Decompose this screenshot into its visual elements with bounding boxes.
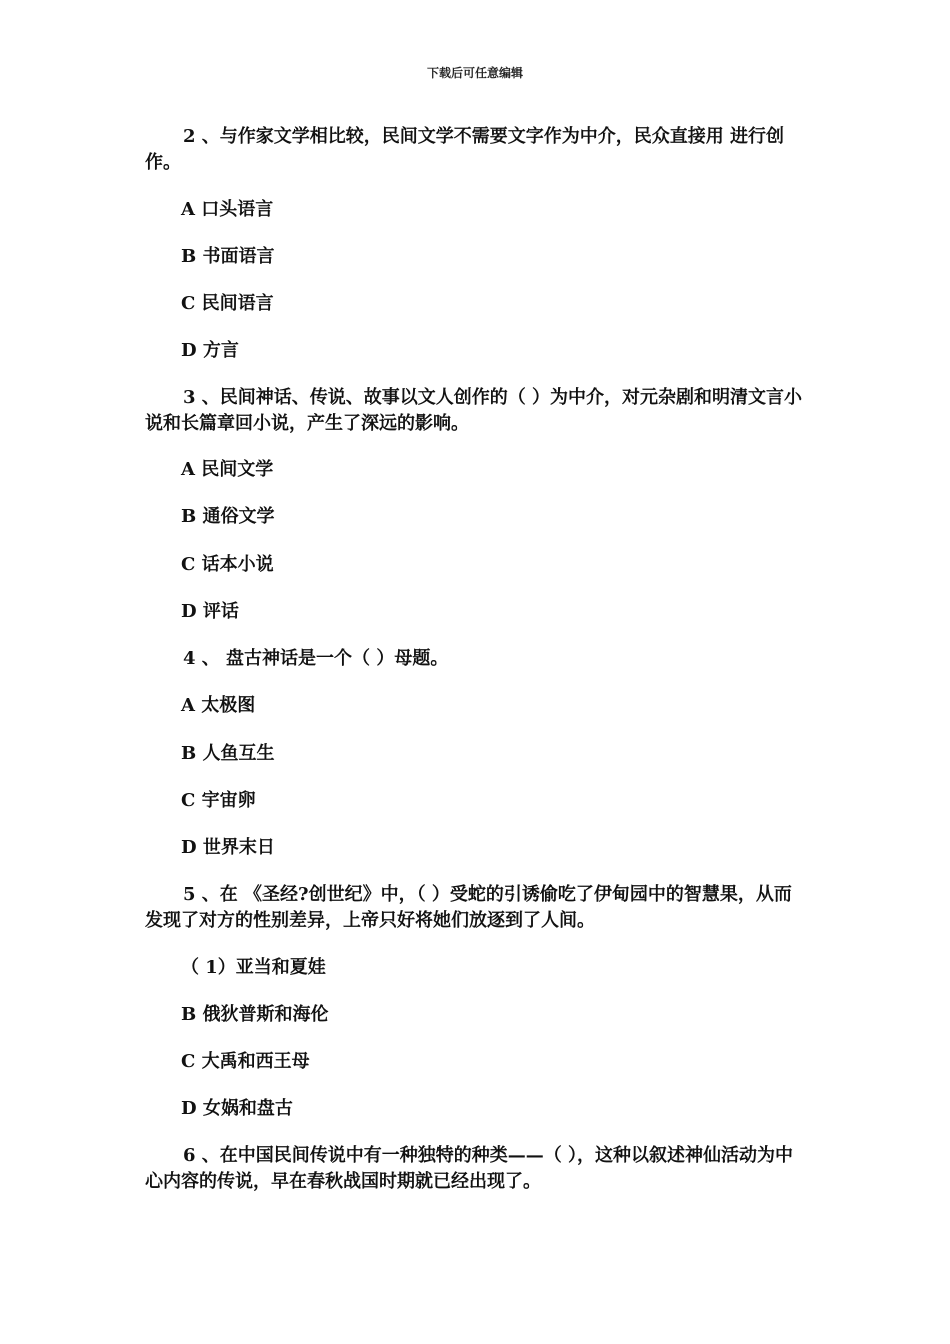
- question-4-option-d: D 世界末日: [181, 837, 275, 858]
- question-5-option-b: B 俄狄普斯和海伦: [181, 1004, 329, 1025]
- question-5-option-c: C 大禹和西王母: [181, 1051, 310, 1072]
- question-3-option-c: C 话本小说: [181, 554, 274, 575]
- question-6-stem: 6 、在中国民间传说中有一种独特的种类——（ ），这种以叙述神仙活动为中心内容的传说，早在春秋战国时期就已经出现了。: [145, 1145, 794, 1192]
- question-2-option-b: B 书面语言: [181, 246, 275, 267]
- question-2-option-c: C 民间语言: [181, 293, 274, 314]
- question-2-option-d: D 方言: [181, 340, 239, 361]
- question-4-stem: 4 、 盘古神话是一个（ ）母题。: [183, 648, 449, 669]
- question-4-option-a: A 太极图: [181, 695, 256, 716]
- question-2-stem: 2 、与作家文学相比较，民间文学不需要文字作为中介，民众直接用 进行创作。: [145, 126, 785, 173]
- question-3-stem: 3 、民间神话、传说、故事以文人创作的（ ）为中介，对元杂剧和明清文言小说和长篇章回小说，产生了深远的影响。: [145, 387, 803, 434]
- question-5-stem: 5 、在 《圣经?创世纪》中，（ ）受蛇的引诱偷吃了伊甸园中的智慧果，从而发现了对方的性别差异，上帝只好将她们放逐到了人间。: [145, 884, 792, 931]
- question-5-option-d: D 女娲和盘古: [181, 1098, 293, 1119]
- question-5-option-a: （ 1）亚当和夏娃: [181, 957, 326, 978]
- question-3-option-d: D 评话: [181, 601, 239, 622]
- page-header: 下载后可任意编辑: [426, 66, 523, 80]
- question-3-option-b: B 通俗文学: [181, 506, 275, 527]
- question-4-option-c: C 宇宙卵: [181, 790, 256, 811]
- question-3-option-a: A 民间文学: [181, 459, 274, 480]
- question-4-option-b: B 人鱼互生: [181, 743, 275, 764]
- question-2-option-a: A 口头语言: [181, 199, 274, 220]
